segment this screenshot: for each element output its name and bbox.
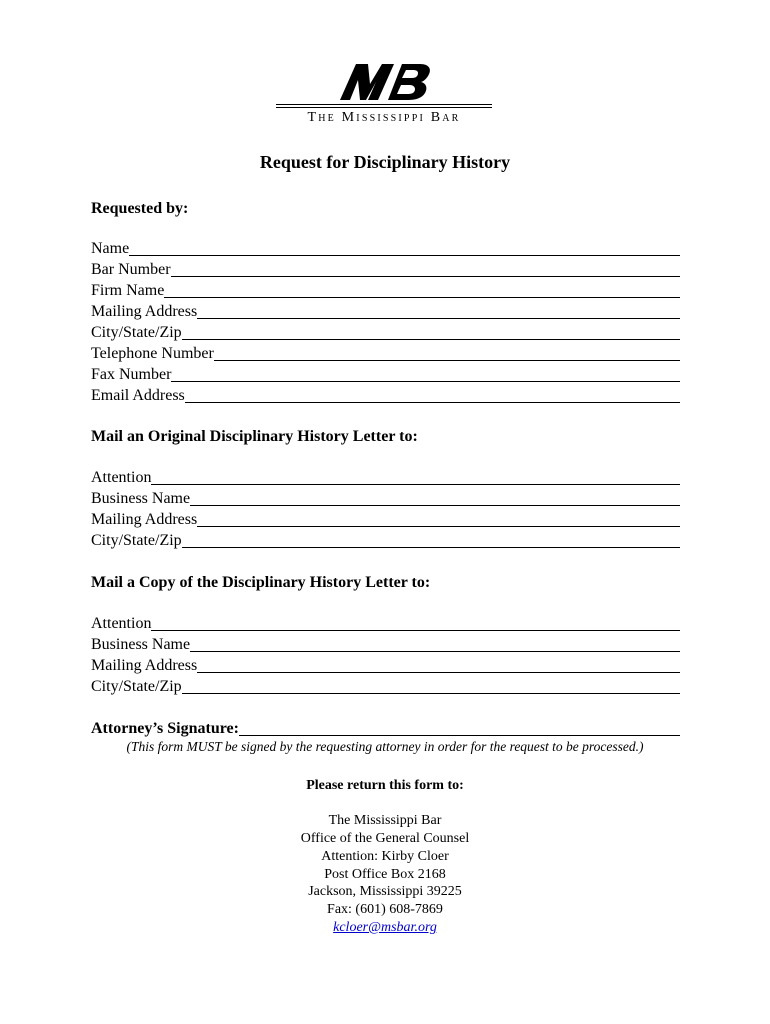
fill-line[interactable]	[190, 650, 680, 652]
copy-mailing-address-field[interactable]	[91, 655, 680, 675]
return-address-line: Fax: (601) 608-7869	[327, 902, 443, 917]
return-address-line: Post Office Box 2168	[324, 867, 446, 882]
fill-line[interactable]	[151, 483, 680, 485]
field-label: Mailing Address	[91, 657, 198, 674]
name-field[interactable]	[91, 238, 680, 258]
fill-line[interactable]	[190, 504, 680, 506]
original-business-name-field[interactable]	[91, 488, 680, 508]
fill-line[interactable]	[197, 525, 680, 527]
field-label: City/State/Zip	[91, 678, 182, 695]
requested-by-heading: Requested by:	[91, 200, 189, 217]
field-label: Telephone Number	[91, 345, 214, 362]
field-label: City/State/Zip	[91, 532, 182, 549]
field-label: Email Address	[91, 387, 185, 404]
fill-line[interactable]	[151, 629, 680, 631]
fill-line[interactable]	[197, 317, 680, 319]
field-label: Business Name	[91, 490, 191, 507]
signature-line[interactable]	[239, 734, 680, 736]
fax-number-field[interactable]	[91, 364, 680, 384]
return-email-link[interactable]: kcloer@msbar.org	[333, 920, 437, 935]
city-state-zip-field[interactable]	[91, 322, 680, 342]
fill-line[interactable]	[164, 296, 680, 298]
copy-letter-heading: Mail a Copy of the Disciplinary History Letter to:	[91, 574, 431, 591]
field-label: Attention	[91, 615, 152, 632]
fill-line[interactable]	[214, 359, 680, 361]
signature-note: (This form MUST be signed by the requesting attorney in order for the request to be processed.)	[126, 739, 644, 754]
bar-number-field[interactable]	[91, 259, 680, 279]
mb-logo-mark	[336, 62, 432, 102]
logo-rule	[276, 104, 492, 105]
fill-line[interactable]	[182, 546, 680, 548]
copy-city-state-zip-field[interactable]	[91, 676, 680, 696]
fill-line[interactable]	[171, 380, 680, 382]
field-label: Name	[91, 240, 130, 257]
return-address-line: Office of the General Counsel	[300, 831, 470, 846]
org-name: The Mississippi Bar	[307, 110, 461, 125]
original-letter-heading: Mail an Original Disciplinary History Letter to:	[91, 428, 418, 445]
copy-attention-field[interactable]	[91, 613, 680, 633]
field-label: Business Name	[91, 636, 191, 653]
fill-line[interactable]	[182, 338, 680, 340]
return-heading: Please return this form to:	[306, 778, 464, 793]
telephone-number-field[interactable]	[91, 343, 680, 363]
signature-label: Attorney’s Signature:	[91, 720, 239, 737]
mailing-address-field[interactable]	[91, 301, 680, 321]
field-label: Bar Number	[91, 261, 171, 278]
field-label: Fax Number	[91, 366, 172, 383]
return-address-line: The Mississippi Bar	[328, 813, 442, 828]
copy-business-name-field[interactable]	[91, 634, 680, 654]
original-attention-field[interactable]	[91, 467, 680, 487]
return-address-line: Jackson, Mississippi 39225	[308, 884, 462, 899]
field-label: Firm Name	[91, 282, 165, 299]
field-label: Attention	[91, 469, 152, 486]
original-city-state-zip-field[interactable]	[91, 530, 680, 550]
firm-name-field[interactable]	[91, 280, 680, 300]
return-address-line: Attention: Kirby Cloer	[321, 849, 449, 864]
form-title: Request for Disciplinary History	[259, 152, 511, 172]
fill-line[interactable]	[185, 401, 680, 403]
fill-line[interactable]	[129, 254, 680, 256]
original-mailing-address-field[interactable]	[91, 509, 680, 529]
fill-line[interactable]	[182, 692, 680, 694]
logo-rule	[276, 107, 492, 108]
fill-line[interactable]	[171, 275, 680, 277]
fill-line[interactable]	[197, 671, 680, 673]
mississippi-bar-logo	[276, 62, 492, 126]
field-label: Mailing Address	[91, 511, 198, 528]
return-email-row	[0, 920, 770, 936]
attorney-signature-field[interactable]	[91, 718, 680, 738]
email-address-field[interactable]	[91, 385, 680, 405]
field-label: City/State/Zip	[91, 324, 182, 341]
field-label: Mailing Address	[91, 303, 198, 320]
